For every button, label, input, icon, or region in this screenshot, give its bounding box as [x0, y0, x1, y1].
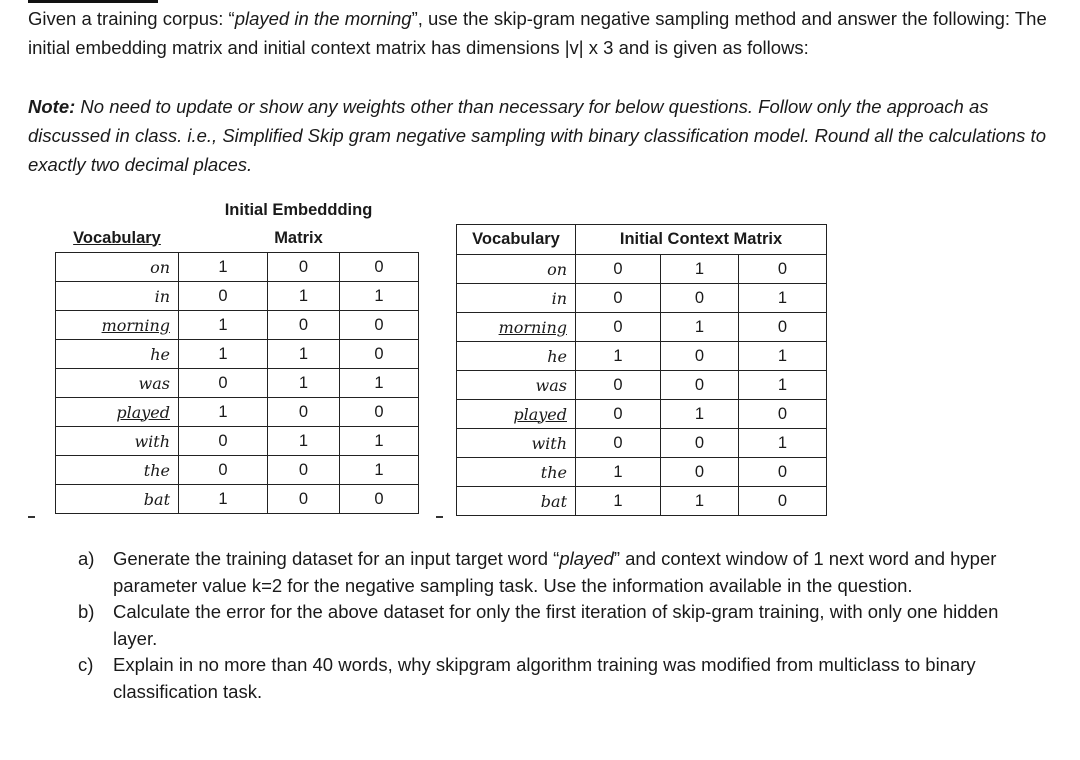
matrix-cell: 0	[661, 284, 739, 313]
matrix-cell: 0	[661, 429, 739, 458]
matrix-cell: 1	[661, 313, 739, 342]
vocab-word: he	[457, 342, 576, 371]
note-paragraph: Note: No need to update or show any weights other than necessary for below questions. Follow only the approach as discussed in class. i.e., Simplified Skip gram negative sampling with binary classification model. Round all the calculations to exactly two decimal places.	[28, 96, 1046, 175]
vocab-word: the	[56, 456, 179, 485]
matrix-cell: 1	[340, 369, 419, 398]
matrix-cell: 0	[340, 253, 419, 282]
matrix-cell: 1	[661, 400, 739, 429]
table-row	[56, 485, 419, 514]
matrix-cell: 1	[739, 371, 827, 400]
embedding-title-line2: Matrix	[274, 228, 323, 247]
vocab-word: in	[56, 282, 179, 311]
matrix-cell: 0	[340, 398, 419, 427]
context-title: Initial Context Matrix	[576, 225, 827, 255]
table-row	[56, 311, 419, 340]
table-row	[457, 284, 827, 313]
table-row	[56, 253, 419, 282]
question-a: a) Generate the training dataset for an input target word “played” and context window of 1 next word and hyper parameter value k=2 for the negative sampling task. Use the information available in the question.	[78, 548, 997, 596]
matrix-cell: 0	[576, 429, 661, 458]
matrix-cell: 0	[179, 282, 268, 311]
matrix-cell: 1	[268, 369, 340, 398]
matrix-cell: 1	[340, 427, 419, 456]
matrix-cell: 1	[661, 255, 739, 284]
matrix-cell: 0	[268, 311, 340, 340]
matrix-cell: 0	[661, 371, 739, 400]
matrix-cell: 1	[340, 282, 419, 311]
matrix-cell: 1	[179, 398, 268, 427]
matrix-cell: 0	[576, 255, 661, 284]
embedding-title-line1: Initial Embeddding	[224, 200, 373, 219]
matrix-cell: 1	[179, 253, 268, 282]
context-vocab-header: Vocabulary	[457, 225, 576, 255]
matrix-cell: 1	[268, 282, 340, 311]
table-row	[457, 487, 827, 516]
matrix-cell: 0	[576, 313, 661, 342]
table-row	[457, 429, 827, 458]
vocab-word: on	[56, 253, 179, 282]
vocab-word: morning	[56, 311, 179, 340]
matrix-cell: 1	[576, 487, 661, 516]
matrix-cell: 0	[340, 311, 419, 340]
matrix-cell: 1	[179, 485, 268, 514]
matrix-cell: 0	[576, 400, 661, 429]
matrix-cell: 0	[179, 369, 268, 398]
table-row	[457, 371, 827, 400]
embedding-vocab-header: Vocabulary	[73, 228, 161, 247]
table-row	[457, 313, 827, 342]
table-row	[457, 342, 827, 371]
context-table	[456, 224, 827, 516]
dash-mark	[436, 516, 443, 518]
table-row	[56, 340, 419, 369]
matrix-cell: 1	[179, 340, 268, 369]
vocab-word: played	[457, 400, 576, 429]
matrix-cell: 1	[576, 458, 661, 487]
question-list	[78, 546, 1018, 705]
matrix-cell: 1	[739, 342, 827, 371]
vocab-word: bat	[56, 485, 179, 514]
table-row	[56, 456, 419, 485]
matrix-cell: 0	[739, 313, 827, 342]
matrix-cell: 1	[340, 456, 419, 485]
matrix-cell: 1	[268, 427, 340, 456]
matrix-cell: 0	[179, 427, 268, 456]
matrix-cell: 0	[340, 340, 419, 369]
table-row	[56, 369, 419, 398]
matrix-cell: 1	[268, 340, 340, 369]
matrix-cell: 0	[739, 400, 827, 429]
matrix-cell: 1	[739, 429, 827, 458]
vocab-word: played	[56, 398, 179, 427]
question-b: b) Calculate the error for the above dataset for only the first iteration of skip-gram training, with only one hidden layer.	[78, 601, 999, 649]
table-row	[457, 255, 827, 284]
vocab-word: on	[457, 255, 576, 284]
embedding-table	[55, 196, 419, 514]
matrix-cell: 1	[179, 311, 268, 340]
table-row	[56, 282, 419, 311]
top-rule	[28, 0, 158, 3]
vocab-word: was	[457, 371, 576, 400]
matrix-cell: 1	[739, 284, 827, 313]
matrix-cell: 1	[576, 342, 661, 371]
table-row	[457, 458, 827, 487]
matrix-cell: 0	[661, 342, 739, 371]
matrix-cell: 0	[268, 456, 340, 485]
table-row	[457, 400, 827, 429]
matrix-cell: 0	[576, 371, 661, 400]
matrix-cell: 1	[661, 487, 739, 516]
matrix-cell: 0	[268, 253, 340, 282]
corpus-text: played in the morning	[234, 8, 412, 29]
matrix-cell: 0	[739, 458, 827, 487]
matrix-cell: 0	[739, 255, 827, 284]
matrix-cell: 0	[268, 398, 340, 427]
table-row	[56, 398, 419, 427]
matrix-cell: 0	[340, 485, 419, 514]
vocab-word: morning	[457, 313, 576, 342]
dash-mark	[28, 516, 35, 518]
matrix-cell: 0	[179, 456, 268, 485]
matrix-cell: 0	[576, 284, 661, 313]
vocab-word: with	[457, 429, 576, 458]
vocab-word: in	[457, 284, 576, 313]
table-row	[56, 427, 419, 456]
note-label: Note:	[28, 96, 76, 117]
matrix-cell: 0	[268, 485, 340, 514]
vocab-word: he	[56, 340, 179, 369]
vocab-word: with	[56, 427, 179, 456]
intro-paragraph: Given a training corpus: “played in the morning”, use the skip-gram negative sampling method and answer the following: The initial embedding matrix and initial context matrix has dimensions |v| x 3 and is given as follows:	[28, 8, 1047, 58]
vocab-word: the	[457, 458, 576, 487]
vocab-word: was	[56, 369, 179, 398]
vocab-word: bat	[457, 487, 576, 516]
matrix-cell: 0	[739, 487, 827, 516]
question-c: c) Explain in no more than 40 words, why skipgram algorithm training was modified from multiclass to binary classification task.	[78, 654, 976, 702]
matrix-cell: 0	[661, 458, 739, 487]
